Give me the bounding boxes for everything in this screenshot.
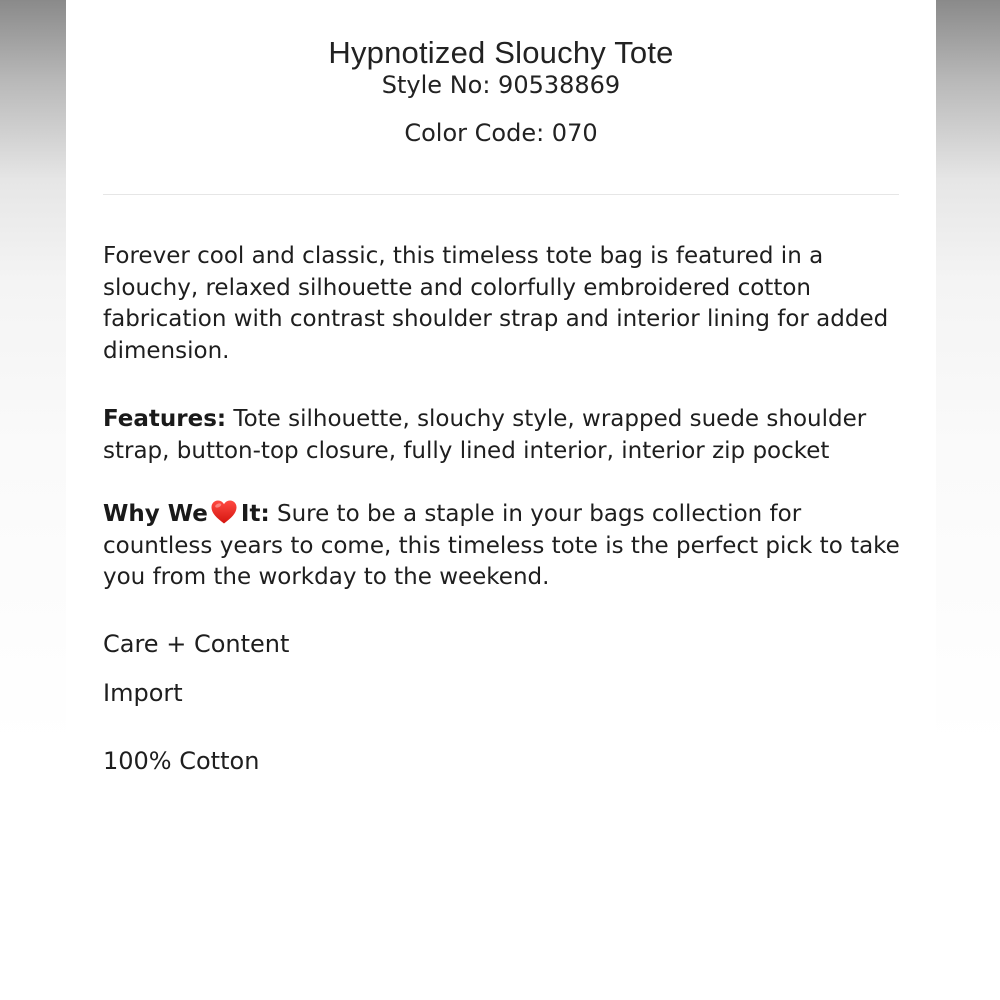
- it-label: It:: [240, 501, 270, 527]
- why-we-love-it-paragraph: [103, 499, 903, 594]
- features-paragraph: [103, 404, 903, 467]
- features-text: Tote silhouette, slouchy style, wrapped suede shoulder strap, button-top closure, fully lined interior, interior zip pocket: [103, 406, 867, 464]
- product-title: Hypnotized Slouchy Tote: [328, 34, 674, 70]
- why-we-label: Why We: [103, 501, 208, 527]
- right-background-shade: [936, 0, 1000, 1000]
- why-we-love-it-text: Sure to be a staple in your bags collection for countless years to come, this timeless tote is the perfect pick to take you from the workday to the weekend.: [103, 501, 900, 591]
- left-background-shade: [0, 0, 66, 1000]
- section-divider: [103, 194, 899, 195]
- style-number: Style No: 90538869: [381, 71, 621, 99]
- material-value: 100% Cotton: [103, 747, 260, 775]
- color-code: Color Code: 070: [404, 119, 598, 147]
- care-content-heading: Care + Content: [103, 630, 290, 658]
- product-details-panel: [66, 0, 936, 1000]
- red-heart-icon: [210, 499, 238, 525]
- product-description: Forever cool and classic, this timeless tote bag is featured in a slouchy, relaxed silhouette and colorfully embroidered cotton fabrication with contrast shoulder strap and interior lining for added dimension.: [103, 243, 889, 364]
- features-label: Features:: [103, 406, 227, 432]
- origin-value: Import: [103, 679, 183, 707]
- red-heart-icon-graphic: [210, 499, 238, 525]
